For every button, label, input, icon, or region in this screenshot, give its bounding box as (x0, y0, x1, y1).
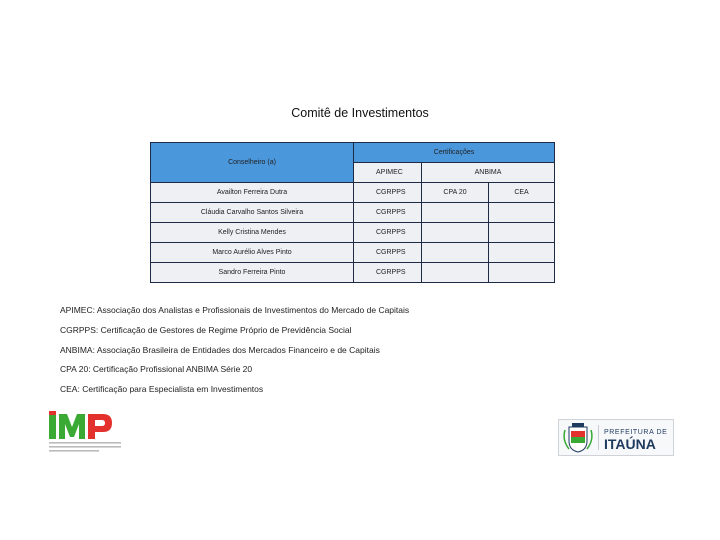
legend-cea: CEA: Certificação para Especialista em Investimentos (60, 384, 264, 395)
cell-apimec: CGRPPS (354, 263, 422, 283)
table-row (151, 203, 555, 223)
cell-cpa20 (422, 203, 489, 223)
table-row (151, 263, 555, 283)
cell-apimec: CGRPPS (354, 183, 422, 203)
legend-cpa20: CPA 20: Certificação Profissional ANBIMA Série 20 (60, 364, 253, 375)
legend (60, 305, 409, 404)
prefeitura-logo (558, 419, 674, 456)
table-row (151, 183, 555, 203)
legend-apimec: APIMEC: Associação dos Analistas e Profissionais de Investimentos do Mercado de Capitais (60, 305, 410, 315)
pref-line1-text: PREFEITURA DE (604, 429, 668, 436)
cell-cea (489, 263, 555, 283)
table-row (151, 243, 555, 263)
legend-anbima: ANBIMA: Associação Brasileira de Entidades dos Mercados Financeiro e de Capitais (60, 344, 380, 355)
city-crest-icon (564, 423, 592, 452)
cell-name: Kelly Cristina Mendes (151, 223, 354, 243)
cell-cea (489, 223, 555, 243)
legend-cgrpps: CGRPPS: Certificação de Gestores de Regime Próprio de Previdência Social (60, 324, 352, 335)
pref-line2-text: ITAÚNA (604, 436, 656, 452)
header-anbima: ANBIMA (422, 163, 555, 183)
cell-name: Marco Aurélio Alves Pinto (151, 243, 354, 263)
header-counselor: Conselheiro (a) (151, 143, 354, 183)
committee-table (150, 142, 555, 283)
header-apimec: APIMEC (354, 163, 422, 183)
cell-apimec: CGRPPS (354, 243, 422, 263)
cell-cpa20 (422, 243, 489, 263)
cell-apimec: CGRPPS (354, 203, 422, 223)
cell-cea: CEA (489, 183, 555, 203)
cell-cea (489, 243, 555, 263)
cell-apimec: CGRPPS (354, 223, 422, 243)
cell-name: Cláudia Carvalho Santos Silveira (151, 203, 354, 223)
table-header-row (151, 143, 555, 163)
cell-cea (489, 203, 555, 223)
cell-cpa20 (422, 263, 489, 283)
page-title: Comitê de Investimentos (291, 106, 429, 120)
table-row (151, 223, 555, 243)
cell-cpa20 (422, 223, 489, 243)
cell-name: Sandro Ferreira Pinto (151, 263, 354, 283)
cell-name: Availton Ferreira Dutra (151, 183, 354, 203)
imp-logo (48, 411, 128, 453)
cell-cpa20: CPA 20 (422, 183, 489, 203)
header-certifications: Certificações (354, 143, 555, 163)
